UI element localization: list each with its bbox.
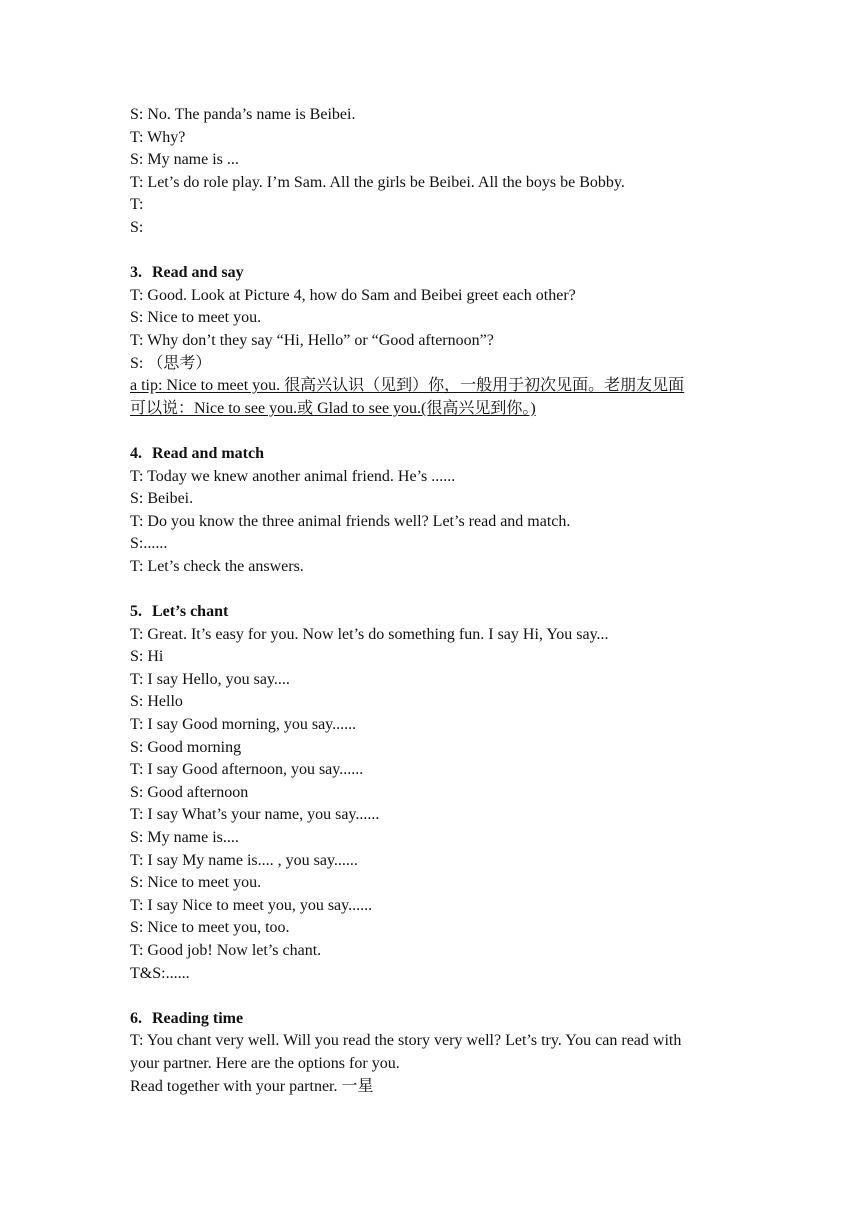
dialogue-line: T: Good job! Now let’s chant. [130,941,322,959]
section-number: 5. [130,603,142,621]
dialogue-line: S: Hello [130,693,183,711]
section-lets-chant [130,601,740,985]
section-title: Reading time [152,1009,244,1027]
dialogue-line: T: Good. Look at Picture 4, how do Sam and Beibei greet each other? [130,286,576,304]
dialogue-line: T: I say Good morning, you say...... [130,716,357,734]
spacer [130,578,740,601]
dialogue-line: T: [130,196,144,214]
dialogue-line: T: I say Good afternoon, you say...... [130,761,364,779]
dialogue-line: S: Hi [130,648,164,666]
dialogue-line: T: You chant very well. Will you read the story very well? Let’s try. You can read with [130,1032,682,1050]
spacer [130,240,740,263]
section-number: 6. [130,1009,142,1027]
section-number: 4. [130,444,142,462]
dialogue-line: T: Why? [130,128,186,146]
dialogue-line: S: My name is.... [130,829,239,846]
dialogue-line: S:...... [130,535,168,553]
dialogue-line: T&S:...... [130,964,190,982]
dialogue-line: T: I say Hello, you say.... [130,670,290,688]
dialogue-line: your partner. Here are the options for you. [130,1054,400,1072]
section-read-and-say [130,262,740,420]
dialogue-line: S: （思考） [130,354,212,372]
dialogue-line: T: I say What’s your name, you say...... [130,806,380,824]
section-reading-time [130,1008,740,1098]
dialogue-line: T: Great. It’s easy for you. Now let’s do something fun. I say Hi, You say... [130,625,609,643]
section-title: Let’s chant [152,603,229,621]
spacer [130,420,740,443]
tip-line: 可以说：Nice to see you.或 Glad to see you.(很高兴见到你。) [130,399,536,417]
dialogue-line: S: Good afternoon [130,783,249,801]
dialogue-line: S: Beibei. [130,490,194,508]
tip-line: a tip: Nice to meet you. 很高兴认识（见到）你，一般用于初次见面。老朋友见面 [130,377,685,395]
dialogue-line: S: Nice to meet you. [130,309,262,327]
section-title: Read and match [152,444,265,462]
section-heading [130,1008,740,1031]
section-heading [130,262,740,285]
dialogue-line: T: Let’s check the answers. [130,557,304,575]
section-title: Read and say [152,264,244,282]
dialogue-line: S: Nice to meet you. [130,874,262,892]
dialogue-line: S: [130,218,144,236]
dialogue-line: T: Do you know the three animal friends well? Let’s read and match. [130,512,571,530]
dialogue-line: T: Let’s do role play. I’m Sam. All the girls be Beibei. All the boys be Bobby. [130,173,625,191]
section-read-and-match [130,443,740,579]
section-heading [130,601,740,624]
section-number: 3. [130,264,142,282]
spacer [130,985,740,1008]
dialogue-line: T: I say Nice to meet you, you say...... [130,896,373,914]
dialogue-line: S: No. The panda’s name is Beibei. [130,106,356,123]
dialogue-line: S: Good morning [130,738,242,756]
dialogue-line: S: Nice to meet you, too. [130,919,290,937]
dialogue-line: T: I say My name is.... , you say...... [130,851,358,869]
document-page [130,104,740,1098]
dialogue-line: T: Why don’t they say “Hi, Hello” or “Good afternoon”? [130,331,494,349]
dialogue-line: S: My name is ... [130,151,239,169]
dialogue-line: T: Today we knew another animal friend. He’s ...... [130,467,456,485]
dialogue-top [130,104,740,240]
section-heading [130,443,740,466]
dialogue-line: Read together with your partner. 一星 [130,1077,374,1095]
